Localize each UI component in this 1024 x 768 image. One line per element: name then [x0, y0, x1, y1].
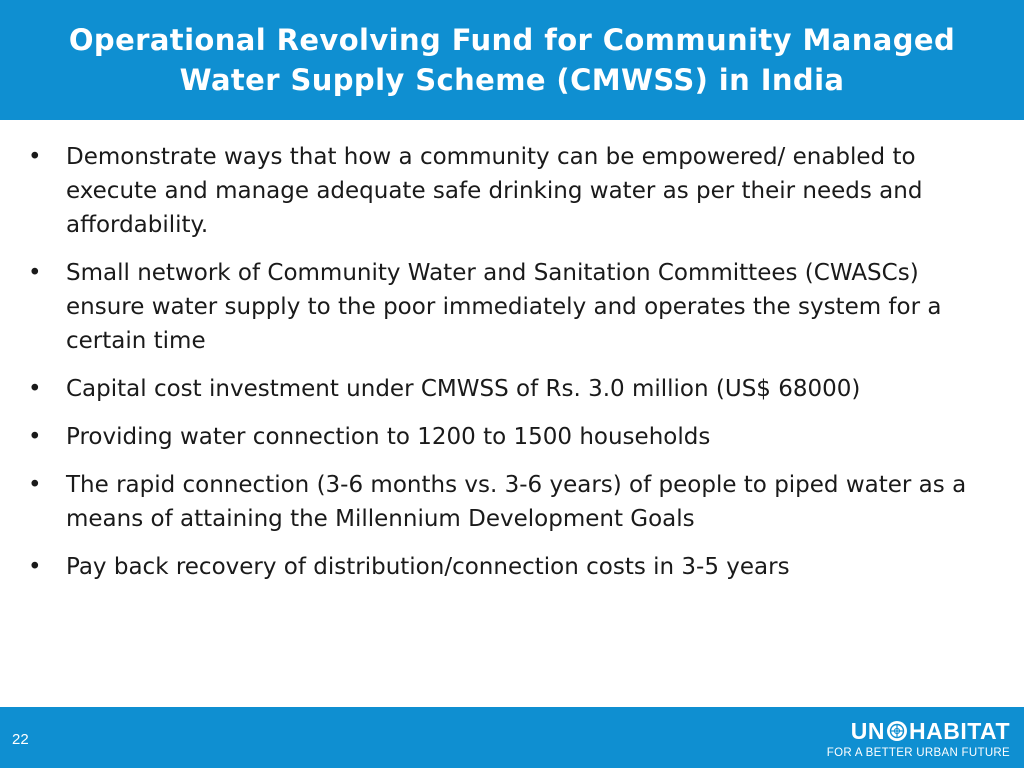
slide-content: [28, 140, 1003, 598]
slide-title: Operational Revolving Fund for Community Managed Water Supply Scheme (CMWSS) in India: [68, 23, 956, 97]
bullet-item: [28, 468, 1003, 536]
bullet-marker: •: [28, 554, 42, 580]
bullet-item: [28, 420, 1003, 454]
bullet-text: Pay back recovery of distribution/connection costs in 3-5 years: [66, 554, 790, 580]
logo-habitat-text: HABITAT: [908, 718, 1010, 744]
bullet-text: Capital cost investment under CMWSS of Rs. 3.0 million (US$ 68000): [66, 376, 861, 402]
bullet-item: [28, 140, 1003, 242]
bullet-marker: •: [28, 472, 42, 498]
bullet-item: [28, 550, 1003, 584]
bullet-marker: •: [28, 376, 42, 402]
bullet-text: The rapid connection (3-6 months vs. 3-6 years) of people to piped water as a means of attaining the Millennium Development Goals: [66, 472, 967, 532]
bullet-text: Small network of Community Water and Sanitation Committees (CWASCs) ensure water supply to the poor immediately and operates the system for a certain time: [66, 260, 942, 354]
bullet-list: [28, 140, 1003, 584]
logo-un-text: UN: [850, 718, 885, 744]
page-number: 22: [12, 731, 29, 748]
bullet-text: Providing water connection to 1200 to 1500 households: [66, 424, 711, 450]
un-habitat-logo: [810, 719, 1010, 761]
bullet-marker: •: [28, 144, 42, 170]
logo-tagline: FOR A BETTER URBAN FUTURE: [826, 747, 1010, 759]
bullet-text: Demonstrate ways that how a community can be empowered/ enabled to execute and manage adequate safe drinking water as per their needs and affordability.: [66, 144, 923, 238]
bullet-item: [28, 256, 1003, 358]
bullet-marker: •: [28, 260, 42, 286]
footer-bar: [0, 707, 1024, 768]
bullet-item: [28, 372, 1003, 406]
logo-wordmark: [810, 719, 1010, 743]
bullet-marker: •: [28, 424, 42, 450]
title-bar: [0, 0, 1024, 120]
un-emblem-icon: [886, 720, 908, 742]
